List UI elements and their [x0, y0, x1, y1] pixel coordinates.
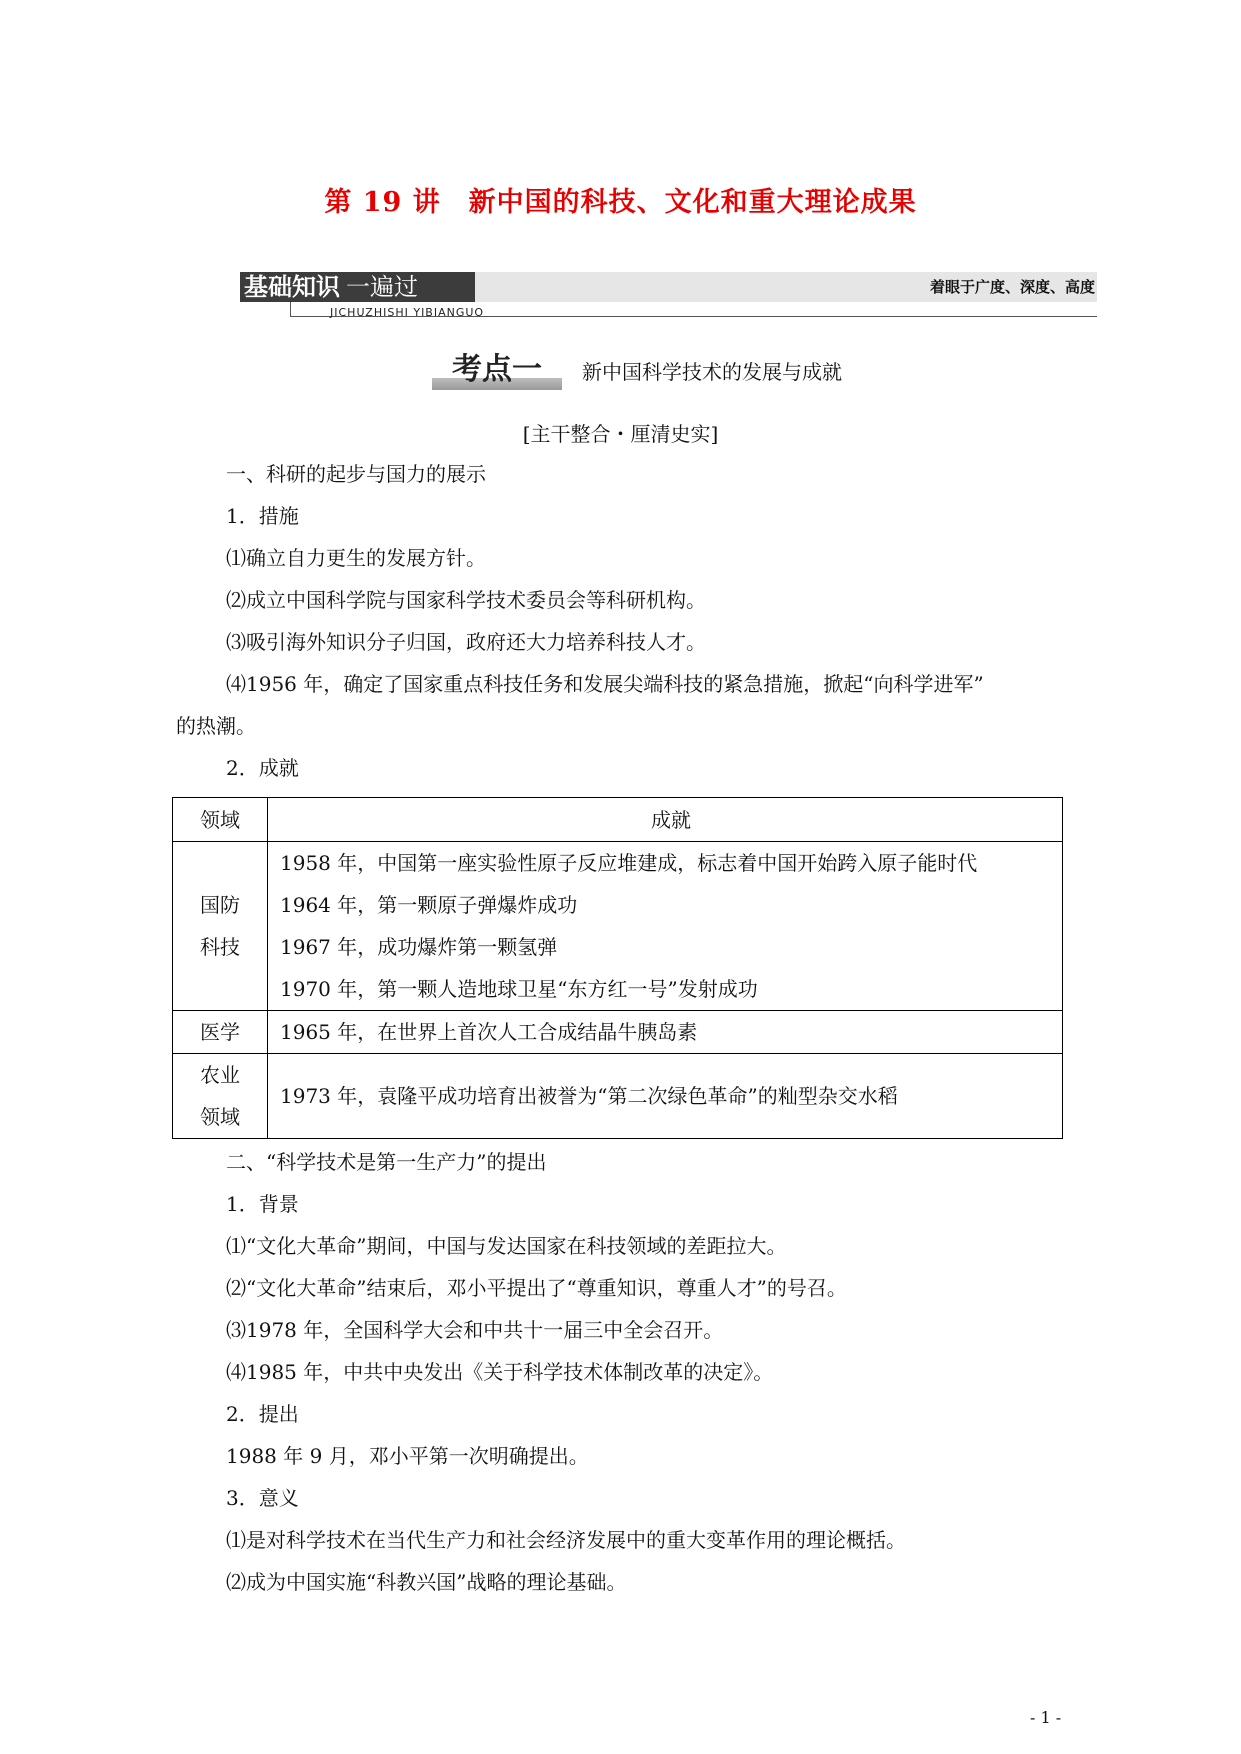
banner-badge-main: 基础知识: [244, 273, 340, 301]
section-subhead: [主干整合・厘清史实]: [522, 422, 719, 446]
significance-item: ⑵成为中国实施“科教兴国”战略的理论基础。: [226, 1570, 627, 1594]
measure-item: ⑷1956 年，确定了国家重点科技任务和发展尖端科技的紧急措施，掀起“向科学进军”: [226, 672, 984, 696]
section-banner: [240, 272, 1097, 326]
table-row: [173, 1054, 1063, 1139]
table-row: [173, 842, 1063, 1011]
field-label: 科技: [200, 935, 240, 959]
table-header-row: [173, 798, 1063, 842]
background-item: ⑷1985 年，中共中央发出《关于科学技术体制改革的决定》。: [226, 1360, 774, 1384]
heading-section-2: 二、“科学技术是第一生产力”的提出: [226, 1150, 547, 1174]
table-cell-achievements: [268, 842, 1063, 1011]
achievement-line: 1958 年，中国第一座实验性原子反应堆建成，标志着中国开始跨入原子能时代: [280, 851, 978, 875]
field-label: 领域: [200, 1105, 240, 1129]
measures-title: 1．措施: [226, 504, 299, 528]
achievements-title: 2．成就: [226, 756, 299, 780]
topic-badge: 考点一: [432, 350, 562, 390]
background-item: ⑵“文化大革命”结束后，邓小平提出了“尊重知识，尊重人才”的号召。: [226, 1276, 847, 1300]
measure-item: ⑵成立中国科学院与国家科学技术委员会等科研机构。: [226, 588, 706, 612]
field-label: 农业: [200, 1063, 240, 1087]
achievements-table: [172, 797, 1063, 1139]
measure-item: ⑶吸引海外知识分子归国，政府还大力培养科技人才。: [226, 630, 706, 654]
significance-title: 3．意义: [226, 1486, 299, 1510]
table-cell-achievements: 1973 年，袁隆平成功培育出被誉为“第二次绿色革命”的籼型杂交水稻: [268, 1054, 1063, 1139]
banner-badge: [240, 272, 475, 302]
measure-item: ⑴确立自力更生的发展方针。: [226, 546, 486, 570]
page-title: 第 19 讲 新中国的科技、文化和重大理论成果: [324, 187, 917, 218]
banner-hook: [290, 302, 291, 316]
table-row: [173, 1011, 1063, 1054]
table-cell-achievements: 1965 年，在世界上首次人工合成结晶牛胰岛素: [268, 1011, 1063, 1054]
achievement-line: 1964 年，第一颗原子弹爆炸成功: [280, 893, 578, 917]
table-cell-field: 医学: [173, 1011, 268, 1054]
table-header-achievement: 成就: [268, 798, 1063, 842]
table-header-field: 领域: [173, 798, 268, 842]
table-cell-field: [173, 842, 268, 1011]
significance-item: ⑴是对科学技术在当代生产力和社会经济发展中的重大变革作用的理论概括。: [226, 1528, 906, 1552]
background-item: ⑶1978 年，全国科学大会和中共十一届三中全会召开。: [226, 1318, 724, 1342]
proposal-item: 1988 年 9 月，邓小平第一次明确提出。: [226, 1444, 589, 1468]
page-number: - 1 -: [1030, 1708, 1062, 1727]
table-cell-field: [173, 1054, 268, 1139]
background-title: 1．背景: [226, 1192, 299, 1216]
achievement-line: 1970 年，第一颗人造地球卫星“东方红一号”发射成功: [280, 977, 758, 1001]
heading-section-1: 一、科研的起步与国力的展示: [226, 462, 486, 486]
banner-pinyin: JICHUZHISHI YIBIANGUO: [330, 306, 485, 319]
field-label: 国防: [200, 893, 240, 917]
achievement-line: 1967 年，成功爆炸第一颗氢弹: [280, 935, 558, 959]
proposal-title: 2．提出: [226, 1402, 299, 1426]
topic-title: 新中国科学技术的发展与成就: [582, 360, 842, 384]
background-item: ⑴“文化大革命”期间，中国与发达国家在科技领域的差距拉大。: [226, 1234, 787, 1258]
banner-motto: 着眼于广度、深度、高度: [929, 278, 1095, 296]
banner-badge-sub: 一遍过: [346, 273, 418, 301]
measure-item-continued: 的热潮。: [176, 714, 256, 738]
